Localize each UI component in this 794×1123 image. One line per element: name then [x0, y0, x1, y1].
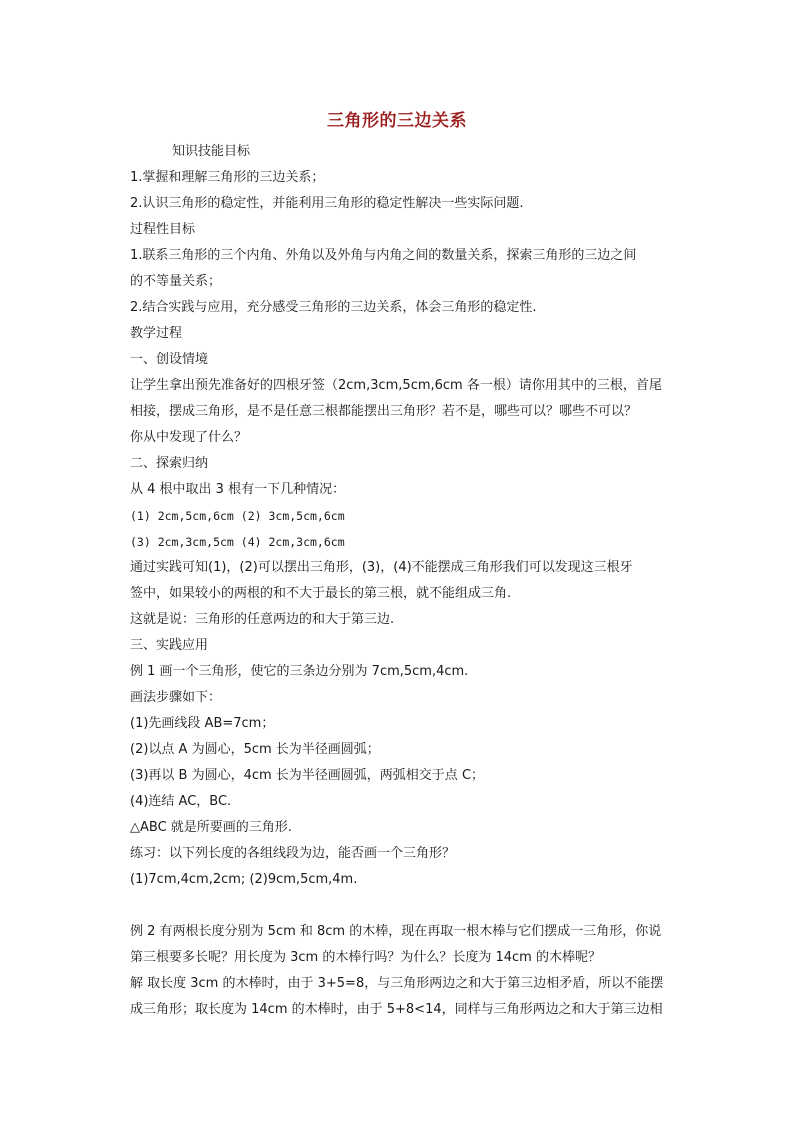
text-line: 1.掌握和理解三角形的三边关系；	[130, 170, 325, 185]
text-line: △ABC 就是所要画的三角形.	[130, 820, 292, 835]
example-line: 例 1 画一个三角形，使它的三条边分别为 7cm,5cm,4cm.	[130, 664, 469, 679]
text-line: 通过实践可知(1)，(2)可以摆出三角形，(3)，(4)不能摆成三角形我们可以发现这三根牙	[130, 560, 633, 575]
text-line: 画法步骤如下：	[130, 690, 222, 705]
solution-line: 成三角形；取长度为 14cm 的木棒时，由于 5+8<14，同样与三角形两边之和大于第三边相	[130, 1002, 663, 1017]
text-line: 第三根要多长呢？用长度为 3cm 的木棒行吗？为什么？长度为 14cm 的木棒呢？	[130, 950, 601, 965]
text-line: 过程性目标	[130, 222, 196, 237]
text-line: 让学生拿出预先准备好的四根牙签（2cm,3cm,5cm,6cm 各一根）请你用其中的三根，首尾	[130, 378, 662, 393]
page-title: 三角形的三边关系	[327, 111, 467, 131]
example-line: 例 2 有两根长度分别为 5cm 和 8cm 的木棒，现在再取一根木棒与它们摆成一三角形，你说	[130, 924, 662, 939]
text-line: 知识技能目标	[172, 144, 251, 159]
step-line: (2)以点 A 为圆心，5cm 长为半径画圆弧；	[130, 742, 380, 757]
text-line: 2.结合实践与应用，充分感受三角形的三边关系，体会三角形的稳定性.	[130, 300, 537, 315]
exercise-line: 练习：以下列长度的各组线段为边，能否画一个三角形？	[130, 846, 456, 861]
section-heading: 一、创设情境	[130, 352, 209, 367]
case-list-line: (1) 2cm,5cm,6cm (2) 3cm,5cm,6cm	[130, 509, 345, 523]
text-line: 1.联系三角形的三个内角、外角以及外角与内角之间的数量关系，探索三角形的三边之间	[130, 248, 637, 263]
text-line: 相接，摆成三角形，是不是任意三根都能摆出三角形？若不是，哪些可以？哪些不可以？	[130, 404, 638, 419]
text-line: 这就是说：三角形的任意两边的和大于第三边.	[130, 612, 395, 627]
text-line: 2.认识三角形的稳定性，并能利用三角形的稳定性解决一些实际问题.	[130, 196, 524, 211]
step-line: (1)先画线段 AB=7cm；	[130, 716, 275, 731]
section-heading: 三、实践应用	[130, 638, 209, 653]
step-line: (3)再以 B 为圆心，4cm 长为半径画圆弧，两弧相交于点 C；	[130, 768, 485, 783]
text-line: 签中，如果较小的两根的和不大于最长的第三根，就不能组成三角.	[130, 586, 512, 601]
solution-line: 解 取长度 3cm 的木棒时，由于 3+5=8，与三角形两边之和大于第三边相矛盾，所以不能摆	[130, 976, 664, 991]
step-line: (4)连结 AC，BC.	[130, 794, 232, 809]
text-line: 教学过程	[130, 326, 183, 341]
text-line: 你从中发现了什么？	[130, 430, 248, 445]
exercise-items-line: (1)7cm,4cm,2cm; (2)9cm,5cm,4m.	[130, 872, 358, 887]
text-line: 从 4 根中取出 3 根有一下几种情况：	[130, 482, 346, 497]
text-line: 的不等量关系；	[130, 274, 222, 289]
section-heading: 二、探索归纳	[130, 456, 209, 471]
case-list-line: (3) 2cm,3cm,5cm (4) 2cm,3cm,6cm	[130, 535, 345, 549]
